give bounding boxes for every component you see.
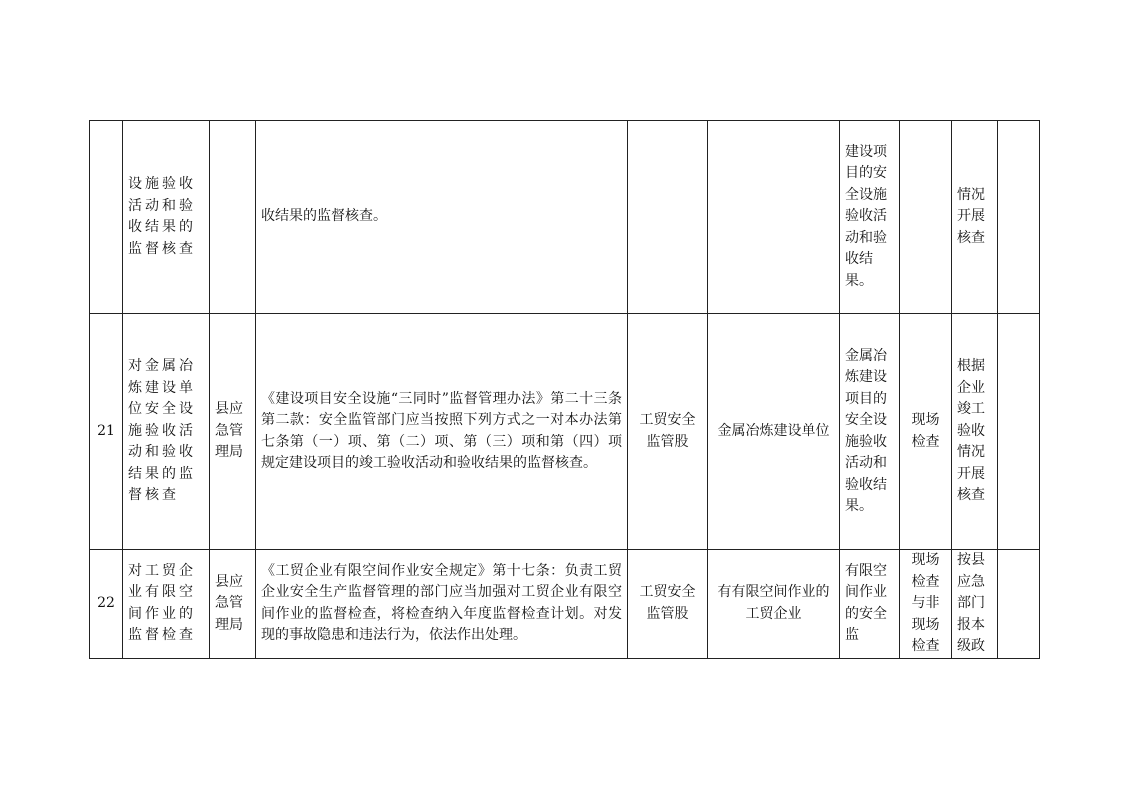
item-text: 对工贸企业有限空间作业的监督检查	[128, 562, 196, 644]
target-cell: 有有限空间作业的工贸企业	[708, 550, 840, 659]
standard-cell: 情况开展核查	[952, 121, 998, 314]
table-row	[90, 550, 1040, 659]
standard-cell: 根据企业竣工验收情况开展核查	[952, 314, 998, 550]
inspection-table	[89, 120, 1040, 659]
table-row	[90, 314, 1040, 550]
content-cell: 金属冶炼建设项目的安全设施验收活动和验收结果。	[840, 314, 900, 550]
item-cell	[123, 550, 210, 659]
item-text: 设施验收活动和验收结果的监督核查	[128, 176, 196, 257]
note-cell	[998, 550, 1040, 659]
row-number-cell: 22	[90, 550, 123, 659]
department-cell: 县应急管理局	[210, 314, 256, 550]
basis-cell: 收结果的监督核查。	[256, 121, 628, 314]
item-text: 对金属冶炼建设单位安全设施验收活动和验收结果的监督核查	[128, 358, 196, 504]
row-number-cell: 21	[90, 314, 123, 550]
content-cell: 建设项目的安全设施验收活动和验收结果。	[840, 121, 900, 314]
item-cell	[123, 314, 210, 550]
row-number-cell	[90, 121, 123, 314]
note-cell	[998, 314, 1040, 550]
target-cell	[708, 121, 840, 314]
method-cell: 现场检查与非现场检查	[900, 550, 952, 659]
standard-cell: 按县应急部门报本级政	[952, 550, 998, 659]
basis-cell: 《工贸企业有限空间作业安全规定》第十七条：负责工贸企业安全生产监督管理的部门应当加强对工贸企业有限空间作业的监督检查，将检查纳入年度监督检查计划。对发现的事故隐患和违法行为，依法作出处理。	[256, 550, 628, 659]
method-cell: 现场检查	[900, 314, 952, 550]
unit-cell: 工贸安全监管股	[628, 314, 708, 550]
department-cell: 县应急管理局	[210, 550, 256, 659]
item-cell	[123, 121, 210, 314]
table-row	[90, 121, 1040, 314]
department-cell	[210, 121, 256, 314]
unit-cell	[628, 121, 708, 314]
target-cell: 金属冶炼建设单位	[708, 314, 840, 550]
content-cell: 有限空间作业的安全监	[840, 550, 900, 659]
unit-cell: 工贸安全监管股	[628, 550, 708, 659]
note-cell	[998, 121, 1040, 314]
basis-cell: 《建设项目安全设施“三同时”监督管理办法》第二十三条第二款：安全监管部门应当按照下列方式之一对本办法第七条第（一）项、第（二）项、第（三）项和第（四）项规定建设项目的竣工验收活动和验收结果的监督核查。	[256, 314, 628, 550]
method-cell	[900, 121, 952, 314]
